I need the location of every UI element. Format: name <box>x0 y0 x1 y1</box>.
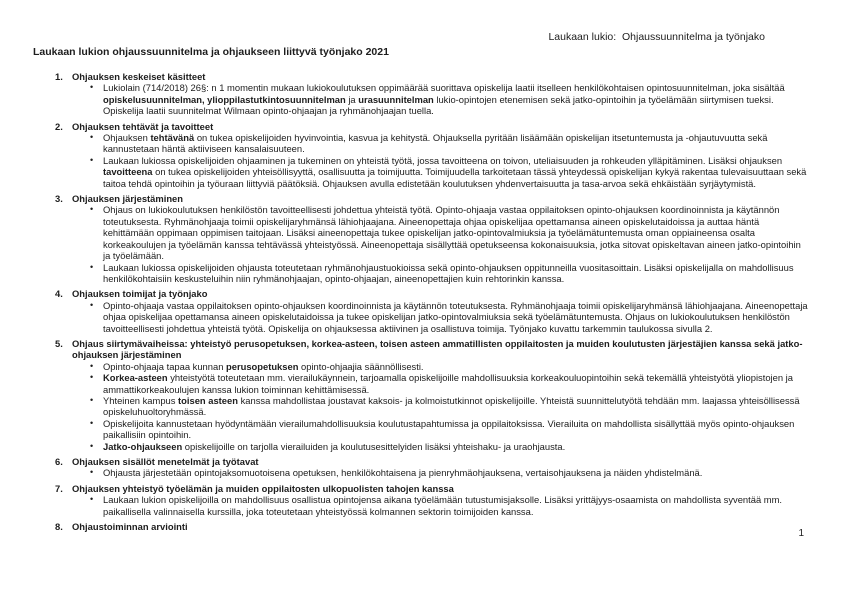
list-item <box>33 155 810 189</box>
bullet-icon: • <box>90 417 94 428</box>
section-number: 3. <box>55 193 63 205</box>
list-item <box>33 82 810 116</box>
section-heading <box>33 121 810 132</box>
section-number: 4. <box>55 288 63 300</box>
section-number: 6. <box>55 456 63 467</box>
running-header: Laukaan lukio: Ohjaussuunnitelma ja työnjako <box>548 31 765 43</box>
bullet-icon: • <box>90 154 94 165</box>
section-heading <box>33 456 810 467</box>
bullet-icon: • <box>90 494 94 505</box>
section-number: 2. <box>55 120 63 132</box>
section-heading <box>33 71 810 82</box>
bullet-text: Ohjausta järjestetään opintojaksomuotoisena opetuksen, henkilökohtaisena ja pienryhmäohjauksena, vertaisohjauksena ja näiden yhdistelmänä. <box>103 467 703 479</box>
list-item <box>33 300 810 334</box>
bullet-icon: • <box>90 467 94 478</box>
bullet-icon: • <box>90 372 94 383</box>
bullet-list <box>33 204 810 284</box>
section-1 <box>33 71 810 117</box>
bullet-icon: • <box>90 394 94 405</box>
list-item <box>33 467 810 478</box>
list-item <box>33 418 810 441</box>
bullet-text: Yhteinen kampus toisen asteen kanssa mahdollistaa joustavat kaksois- ja kolmoistutkinnot opiskelijoille. Yhteistä suunnittelutyötä tehdään mm. laajassa yhteisöllisessä opiskeluhuoltoryhmässä. <box>103 394 800 418</box>
bullet-text: Korkea-asteen yhteistyötä toteutetaan mm. vierailukäynnein, tarjoamalla opiskelijoille mahdollisuuksia korkeakouluopintoihin sekä tekemällä yhteistyötä yliopistojen ja ammattikorkeakoulujen kanssa lukion toiminnan kehittämisessä. <box>103 372 793 395</box>
section-heading <box>33 521 810 532</box>
section-heading <box>33 483 810 494</box>
section-2 <box>33 121 810 189</box>
bullet-icon: • <box>90 261 94 272</box>
section-title: Ohjauksen keskeiset käsitteet <box>72 71 206 82</box>
bullet-text: Ohjaus on lukiokoulutuksen henkilöstön tavoitteellisesti johdettua yhteistä työtä. Opinto-ohjaaja vastaa oppilaitoksen opinto-ohjauksen koordinoinnista ja käytännön toteutuksesta. Ryhmänohjaaja toimii opiskelijaryhmänsä lähiohjaajana. Aineenopettaja ohjaa opiskelijaa opettamansa aineen opiskelutaidoissa ja auttaa häntä kehittämään oppimaan oppimisen taitojaan. Lisäksi aineenopettaja tukee opiskelijan jatko-opintovalmiuksia ja työelämätuntemusta oman oppiaineensa osalta korkeakoulujen ja työelämän kanssa tehtävässä yhteistyössä. Aineenopettaja sisällyttää opetukseensa kokonaisuuksia, jotka sitovat opiskeltavan aineen jatko-opintoihin ja työelämään. <box>103 204 801 262</box>
bullet-list <box>33 467 810 478</box>
list-item <box>33 441 810 452</box>
section-title: Ohjaustoiminnan arviointi <box>72 521 188 533</box>
list-item <box>33 361 810 372</box>
section-title: Ohjauksen järjestäminen <box>72 193 183 205</box>
list-item <box>33 262 810 285</box>
bullet-text: Jatko-ohjaukseen opiskelijoille on tarjolla vierailuiden ja koulutusesittelyiden lisäksi yhteishaku- ja uraohjausta. <box>103 440 566 452</box>
section-heading <box>33 193 810 204</box>
bullet-list <box>33 300 810 334</box>
list-item <box>33 372 810 395</box>
section-title: Ohjauksen yhteistyö työelämän ja muiden oppilaitosten ulkopuolisten tahojen kanssa <box>72 482 454 494</box>
section-list <box>33 71 810 532</box>
section-3 <box>33 193 810 284</box>
bullet-text: Laukaan lukiossa opiskelijoiden ohjaaminen ja tukeminen on yhteistä työtä, jossa tavoitteena on toivon, uteliaisuuden ja rohkeuden ylläpitäminen. Lisäksi ohjauksen tavoitteena on tukea opiskelijoiden yhteisöllisyyttä, osallisuutta ja toimijuutta. Toimijuudella tarkoitetaan tässä yhteydessä opiskelijan kykyä rakentaa tulevaisuuttaan sekä taitoa tehdä opintoihin ja työuraan liittyviä päätöksiä. Ohjauksen avulla edistetään koulutuksen yhdenvertaisuutta ja tasa-arvoa sekä ehkäistään syrjäytymistä. <box>103 154 807 189</box>
bullet-text: Opiskelijoita kannustetaan hyödyntämään vierailumahdollisuuksia koulutustapahtumissa ja oppilaitoksissa. Vierailuita on mahdollista sisällyttää myös opinto-ohjauksen paikallisiin opintoihin. <box>103 417 795 441</box>
bullet-text: Laukaan lukiossa opiskelijoiden ohjausta toteutetaan ryhmänohjaustuokioissa sekä opinto-ohjauksen oppitunneilla vuositasoittain. Lisäksi opiskelijalla on mahdollisuus henkilökohtaisiin keskusteluihin niin ryhmänohjaajan, opinto-ohjaajan, aineenopettajien kuin rehtorinkin kanssa. <box>103 261 794 284</box>
section-number: 7. <box>55 482 63 494</box>
section-heading <box>33 288 810 299</box>
section-6 <box>33 456 810 479</box>
section-title: Ohjauksen sisällöt menetelmät ja työtavat <box>72 456 259 467</box>
bullet-icon: • <box>90 82 94 93</box>
bullet-text: Lukiolain (714/2018) 26§: n 1 momentin mukaan lukiokoulutuksen oppimäärää suorittava opiskelija laatii itselleen henkilökohtaisen opintosuunnitelman, joka sisältää opiskelusuunnitelman, ylioppilastutkintosuunnitelman ja urasuunnitelman lukio-opintojen etenemisen sekä jatko-opintoihin ja työelämään siirtymisen tueksi. Opiskelija laatii suunnitelmat Wilmaan opinto-ohjaajan ja ryhmänohjaajan tuella. <box>103 82 785 117</box>
list-item <box>33 494 810 517</box>
list-item <box>33 395 810 418</box>
bullet-icon: • <box>90 360 94 371</box>
bullet-text: Ohjauksen tehtävänä on tukea opiskelijoiden hyvinvointia, kasvua ja kehitystä. Ohjauksella pyritään lisäämään opiskelijan itsetuntemusta ja -ohjautuvuutta sekä kannustetaan häntä aktiiviseen kansalaisuuteen. <box>103 132 768 155</box>
page-title: Laukaan lukion ohjaussuunnitelma ja ohjaukseen liittyvä työnjako 2021 <box>33 46 389 58</box>
section-7 <box>33 483 810 517</box>
section-number: 5. <box>55 337 63 349</box>
bullet-icon: • <box>90 204 94 215</box>
section-4 <box>33 288 810 334</box>
bullet-list <box>33 132 810 189</box>
section-8 <box>33 521 810 532</box>
section-number: 1. <box>55 71 63 82</box>
section-title: Ohjauksen toimijat ja työnjako <box>72 288 208 300</box>
section-5 <box>33 338 810 452</box>
section-heading <box>33 338 810 361</box>
list-item <box>33 132 810 155</box>
section-title: Ohjauksen tehtävät ja tavoitteet <box>72 120 214 132</box>
bullet-text: Laukaan lukion opiskelijoilla on mahdollisuus osallistua opintojensa aikana työelämään tutustumisjaksolle. Lisäksi yrittäjyys-osaamista on mahdollista syventää mm. paikallisella valinnaisella kurssilla, joka toteutetaan yhteistyössä kolmannen sektorin toimijoiden kanssa. <box>103 494 782 517</box>
bullet-text: Opinto-ohjaaja tapaa kunnan perusopetuksen opinto-ohjaajia säännöllisesti. <box>103 360 424 372</box>
list-item <box>33 204 810 261</box>
bullet-list <box>33 82 810 116</box>
bullet-list <box>33 361 810 452</box>
bullet-icon: • <box>90 132 94 143</box>
section-number: 8. <box>55 521 63 533</box>
page-number: 1 <box>798 528 804 539</box>
section-title: Ohjaus siirtymävaiheissa: yhteistyö perusopetuksen, korkea-asteen, toisen asteen ammatillisten oppilaitosten ja muiden koulutusten järjestäjien kanssa sekä jatko-ohjauksen järjestäminen <box>72 337 803 361</box>
bullet-icon: • <box>90 299 94 310</box>
bullet-icon: • <box>90 440 94 451</box>
bullet-text: Opinto-ohjaaja vastaa oppilaitoksen opinto-ohjauksen koordinoinnista ja käytännön toteutuksesta. Ryhmänohjaaja toimii opiskelijaryhmänsä lähiohjaajana. Aineenopettaja ohjaa opiskelijaa opettamansa aineen opiskelutaidoissa ja tukee opiskelijan jatko-opintovalmiuksia sekä työelämätuntemusta. Ohjaus on lukiokoulutuksen henkilöstön tavoitteellisesti johdettua yhteistä työtä. Opiskelija on ohjauksessa aktiivinen ja osallistuva toimija. Työnjako kuvattu tarkemmin taulukossa sivulla 2. <box>103 299 808 334</box>
bullet-list <box>33 494 810 517</box>
